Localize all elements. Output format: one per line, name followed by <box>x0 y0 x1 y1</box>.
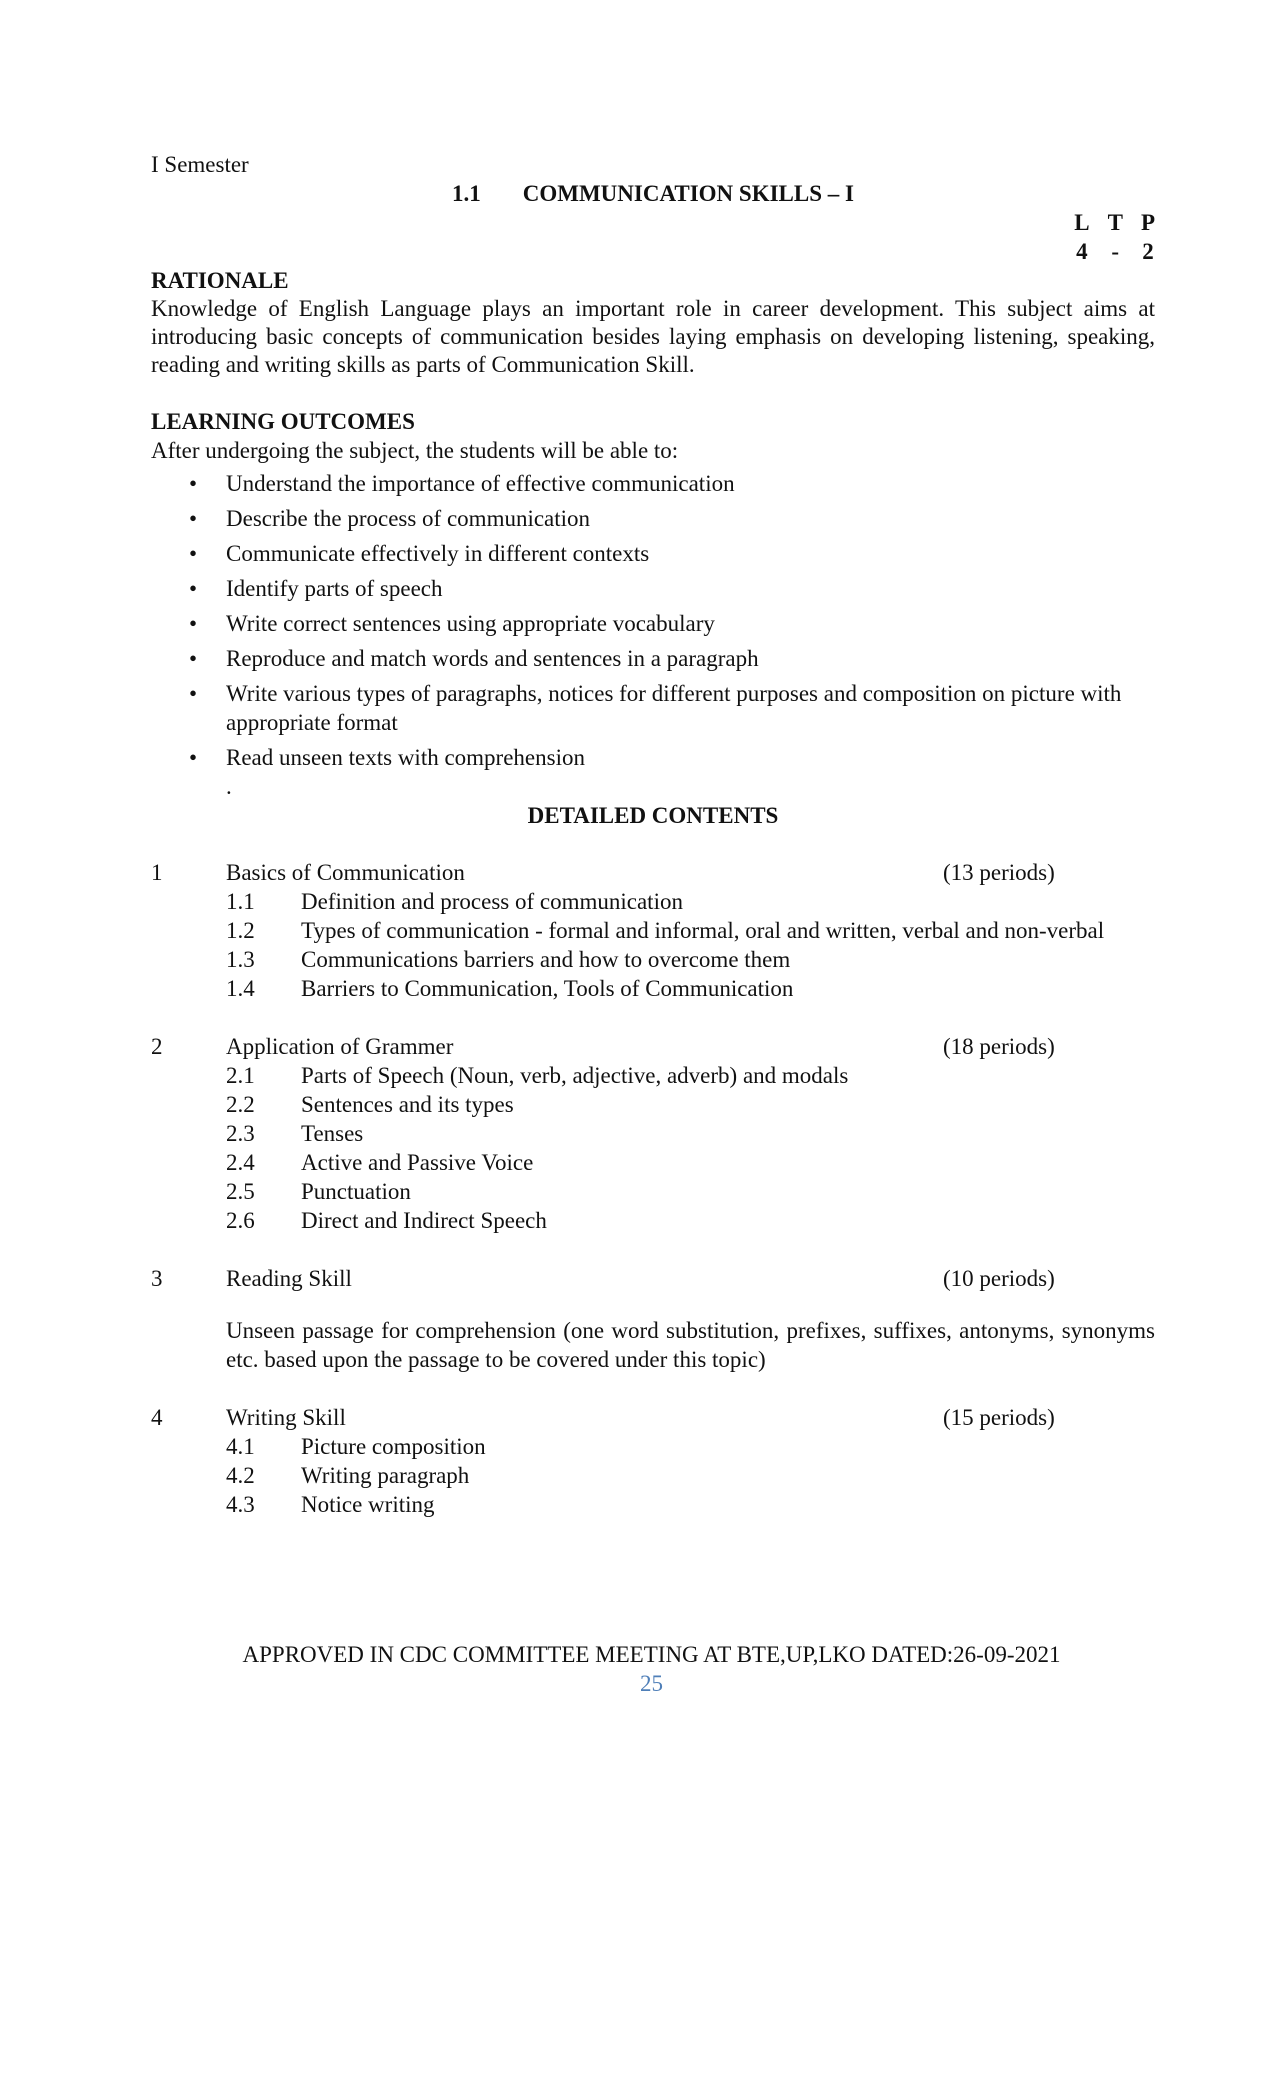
bullet-icon: • <box>189 506 198 531</box>
ltp-table <box>1074 208 1155 266</box>
subtopic-text: Definition and process of communication <box>301 889 683 914</box>
subtopic-number: 4.1 <box>226 1434 255 1459</box>
outcome-text: Read unseen texts with comprehension <box>226 745 585 770</box>
unit-number: 1 <box>151 860 163 885</box>
subtopic-row <box>151 1119 1155 1148</box>
outcome-text: Identify parts of speech <box>226 576 443 601</box>
learning-outcomes-list <box>151 469 1155 772</box>
unit-periods: (15 periods) <box>943 1405 1055 1430</box>
trailing-mark: . <box>226 774 232 799</box>
detailed-contents-heading: DETAILED CONTENTS <box>527 803 779 828</box>
rationale-heading: RATIONALE <box>151 268 289 293</box>
course-title-text: COMMUNICATION SKILLS – I <box>522 181 854 206</box>
unit-periods: (13 periods) <box>943 860 1055 885</box>
subtopic-number: 2.4 <box>226 1150 255 1175</box>
subtopic-number: 2.1 <box>226 1063 255 1088</box>
detailed-contents-section <box>151 801 1155 1519</box>
rationale-text: Knowledge of English Language plays an important role in career development. This subject aims at introducing basic concepts of communication besides laying emphasis on developing listening, speaking, reading and writing skills as parts of Communication Skill. <box>151 296 1155 377</box>
subtopic-text: Communications barriers and how to overcome them <box>301 947 791 972</box>
bullet-icon: • <box>189 471 198 496</box>
subtopic-row <box>151 916 1155 945</box>
page-footer <box>0 1640 1275 1698</box>
unit-number: 4 <box>151 1405 163 1430</box>
list-item <box>151 679 1155 737</box>
page-number: 25 <box>640 1671 663 1696</box>
subtopic-text: Punctuation <box>301 1179 411 1204</box>
subtopic-row <box>151 974 1155 1003</box>
list-item <box>151 609 1155 638</box>
subtopic-text: Direct and Indirect Speech <box>301 1208 547 1233</box>
bullet-icon: • <box>189 646 198 671</box>
list-item <box>151 574 1155 603</box>
subtopic-text: Tenses <box>301 1121 364 1146</box>
bullet-icon: • <box>189 611 198 636</box>
subtopic-row <box>151 887 1155 916</box>
approval-notice: APPROVED IN CDC COMMITTEE MEETING AT BTE,UP,LKO DATED:26-09-2021 <box>242 1642 1061 1667</box>
subtopic-number: 1.4 <box>226 976 255 1001</box>
list-item <box>151 539 1155 568</box>
subtopic-row <box>151 1148 1155 1177</box>
outcome-text: Understand the importance of effective communication <box>226 471 735 496</box>
learning-outcomes-heading: LEARNING OUTCOMES <box>151 409 415 434</box>
subtopic-number: 2.6 <box>226 1208 255 1233</box>
outcome-text: Write various types of paragraphs, notices for different purposes and composition on picture with appropriate format <box>226 681 1122 735</box>
subtopic-text: Parts of Speech (Noun, verb, adjective, adverb) and modals <box>301 1063 849 1088</box>
unit-title: Writing Skill <box>226 1405 346 1430</box>
ltp-block <box>151 208 1155 266</box>
subtopic-text: Notice writing <box>301 1492 435 1517</box>
unit-number: 2 <box>151 1034 163 1059</box>
unit-title: Application of Grammer <box>226 1034 454 1059</box>
unit-header <box>151 1264 1155 1293</box>
subtopic-row <box>151 1461 1155 1490</box>
ltp-value-row <box>1074 237 1155 266</box>
unit-description: Unseen passage for comprehension (one word substitution, prefixes, suffixes, antonyms, synonyms etc. based upon the passage to be covered under this topic) <box>226 1318 1155 1372</box>
bullet-icon: • <box>189 576 198 601</box>
ltp-value-p: 2 <box>1142 239 1154 264</box>
learning-outcomes-section <box>151 407 1155 801</box>
subtopic-row <box>151 1490 1155 1519</box>
ltp-value-l: 4 <box>1076 239 1088 264</box>
document-page <box>151 150 1155 1548</box>
subtopic-text: Writing paragraph <box>301 1463 470 1488</box>
learning-outcomes-intro: After undergoing the subject, the students will be able to: <box>151 438 679 463</box>
subtopic-number: 1.2 <box>226 918 255 943</box>
unit-title: Reading Skill <box>226 1266 352 1291</box>
outcome-text: Communicate effectively in different contexts <box>226 541 650 566</box>
list-item <box>151 743 1155 772</box>
ltp-value-t: - <box>1111 239 1120 264</box>
subtopic-text: Barriers to Communication, Tools of Communication <box>301 976 794 1001</box>
subtopic-row <box>151 1206 1155 1235</box>
unit-4 <box>151 1403 1155 1519</box>
course-number: 1.1 <box>452 181 481 206</box>
unit-title: Basics of Communication <box>226 860 465 885</box>
course-title <box>151 179 1155 208</box>
bullet-icon: • <box>189 745 198 770</box>
rationale-section <box>151 266 1155 379</box>
bullet-icon: • <box>189 681 198 706</box>
semester-label: I Semester <box>151 152 249 177</box>
subtopic-text: Active and Passive Voice <box>301 1150 534 1175</box>
subtopic-number: 1.3 <box>226 947 255 972</box>
list-item <box>151 469 1155 498</box>
unit-1 <box>151 858 1155 1003</box>
subtopic-row <box>151 1090 1155 1119</box>
unit-header <box>151 858 1155 887</box>
subtopic-text: Types of communication - formal and informal, oral and written, verbal and non-verbal <box>301 918 1105 943</box>
subtopic-number: 2.5 <box>226 1179 255 1204</box>
ltp-header-l: L <box>1074 210 1090 235</box>
unit-3 <box>151 1264 1155 1374</box>
unit-header <box>151 1032 1155 1061</box>
ltp-header-row <box>1074 208 1155 237</box>
bullet-icon: • <box>189 541 198 566</box>
subtopic-number: 2.2 <box>226 1092 255 1117</box>
list-item <box>151 504 1155 533</box>
subtopic-text: Sentences and its types <box>301 1092 514 1117</box>
subtopic-number: 4.3 <box>226 1492 255 1517</box>
ltp-header-t: T <box>1107 210 1123 235</box>
unit-number: 3 <box>151 1266 163 1291</box>
subtopic-row <box>151 1432 1155 1461</box>
subtopic-row <box>151 945 1155 974</box>
outcome-text: Describe the process of communication <box>226 506 591 531</box>
unit-header <box>151 1403 1155 1432</box>
subtopic-number: 4.2 <box>226 1463 255 1488</box>
ltp-header-p: P <box>1140 210 1155 235</box>
unit-periods: (10 periods) <box>943 1266 1055 1291</box>
subtopic-number: 1.1 <box>226 889 255 914</box>
outcome-text: Write correct sentences using appropriate vocabulary <box>226 611 715 636</box>
list-item <box>151 644 1155 673</box>
unit-periods: (18 periods) <box>943 1034 1055 1059</box>
subtopic-text: Picture composition <box>301 1434 486 1459</box>
outcome-text: Reproduce and match words and sentences in a paragraph <box>226 646 759 671</box>
unit-2 <box>151 1032 1155 1235</box>
subtopic-row <box>151 1061 1155 1090</box>
subtopic-row <box>151 1177 1155 1206</box>
subtopic-number: 2.3 <box>226 1121 255 1146</box>
